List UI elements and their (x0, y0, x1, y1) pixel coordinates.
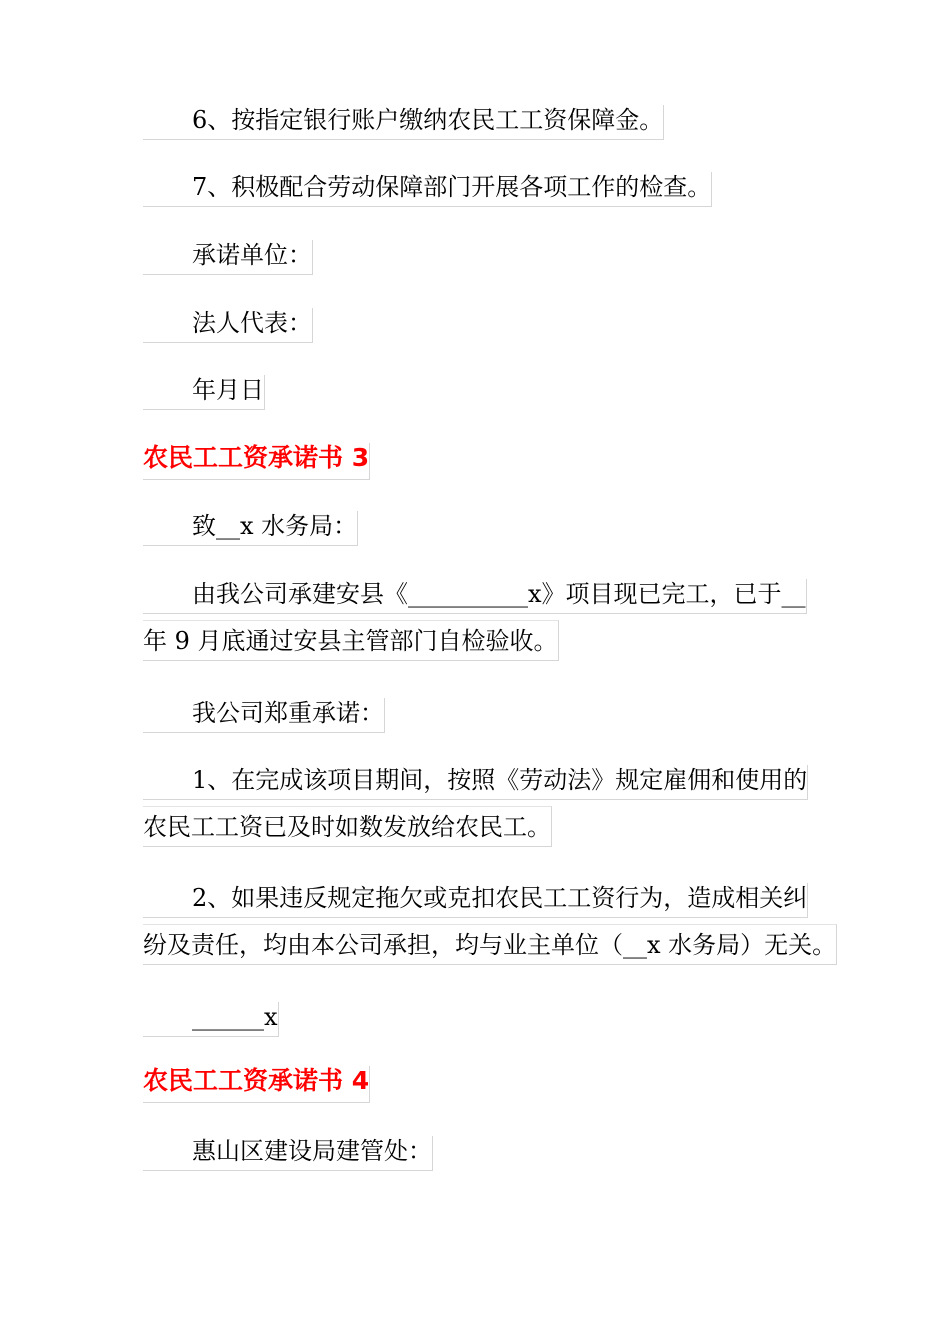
section-4-salutation (143, 1136, 433, 1171)
heading-text: 农民工工资承诺书 3 (143, 443, 370, 472)
date-label (143, 375, 265, 410)
paragraph-text: 承诺单位： (192, 241, 312, 269)
section-3-commit (143, 698, 385, 733)
paragraph-line: 2、如果违反规定拖欠或克扣农民工工资行为，造成相关纠 (143, 883, 808, 918)
paragraph-text: 6、按指定银行账户缴纳农民工工资保障金。 (192, 106, 664, 134)
paragraph-text: 年月日 (192, 376, 264, 404)
section-3-item-1 (143, 765, 808, 847)
paragraph-line: 由我公司承建安县《__________x》项目现已完工，已于__ (143, 579, 807, 614)
section-3-item-2 (143, 883, 837, 965)
section-3-intro (143, 579, 807, 661)
paragraph-text: 7、积极配合劳动保障部门开展各项工作的检查。 (192, 173, 712, 201)
paragraph-text: 法人代表： (192, 309, 312, 337)
promise-unit-label (143, 240, 313, 275)
section-3-signature (143, 1002, 279, 1037)
paragraph-line: 农民工工资已及时如数发放给农民工。 (143, 806, 552, 847)
paragraph-line: 1、在完成该项目期间，按照《劳动法》规定雇佣和使用的 (143, 765, 808, 800)
paragraph-item-6 (143, 105, 664, 140)
legal-representative-label (143, 308, 313, 343)
section-3-salutation (143, 511, 358, 546)
paragraph-line: 纷及责任，均由本公司承担，均与业主单位（__x 水务局）无关。 (143, 924, 837, 965)
heading-text: 农民工工资承诺书 4 (143, 1066, 370, 1095)
section-4-heading (143, 1066, 370, 1103)
paragraph-line: 年 9 月底通过安县主管部门自检验收。 (143, 620, 559, 661)
paragraph-text: ______x (192, 1003, 278, 1031)
paragraph-text: 致__x 水务局： (192, 512, 358, 540)
section-3-heading (143, 443, 370, 480)
paragraph-text: 我公司郑重承诺： (192, 699, 384, 727)
paragraph-item-7 (143, 172, 712, 207)
paragraph-text: 惠山区建设局建管处： (192, 1137, 432, 1165)
